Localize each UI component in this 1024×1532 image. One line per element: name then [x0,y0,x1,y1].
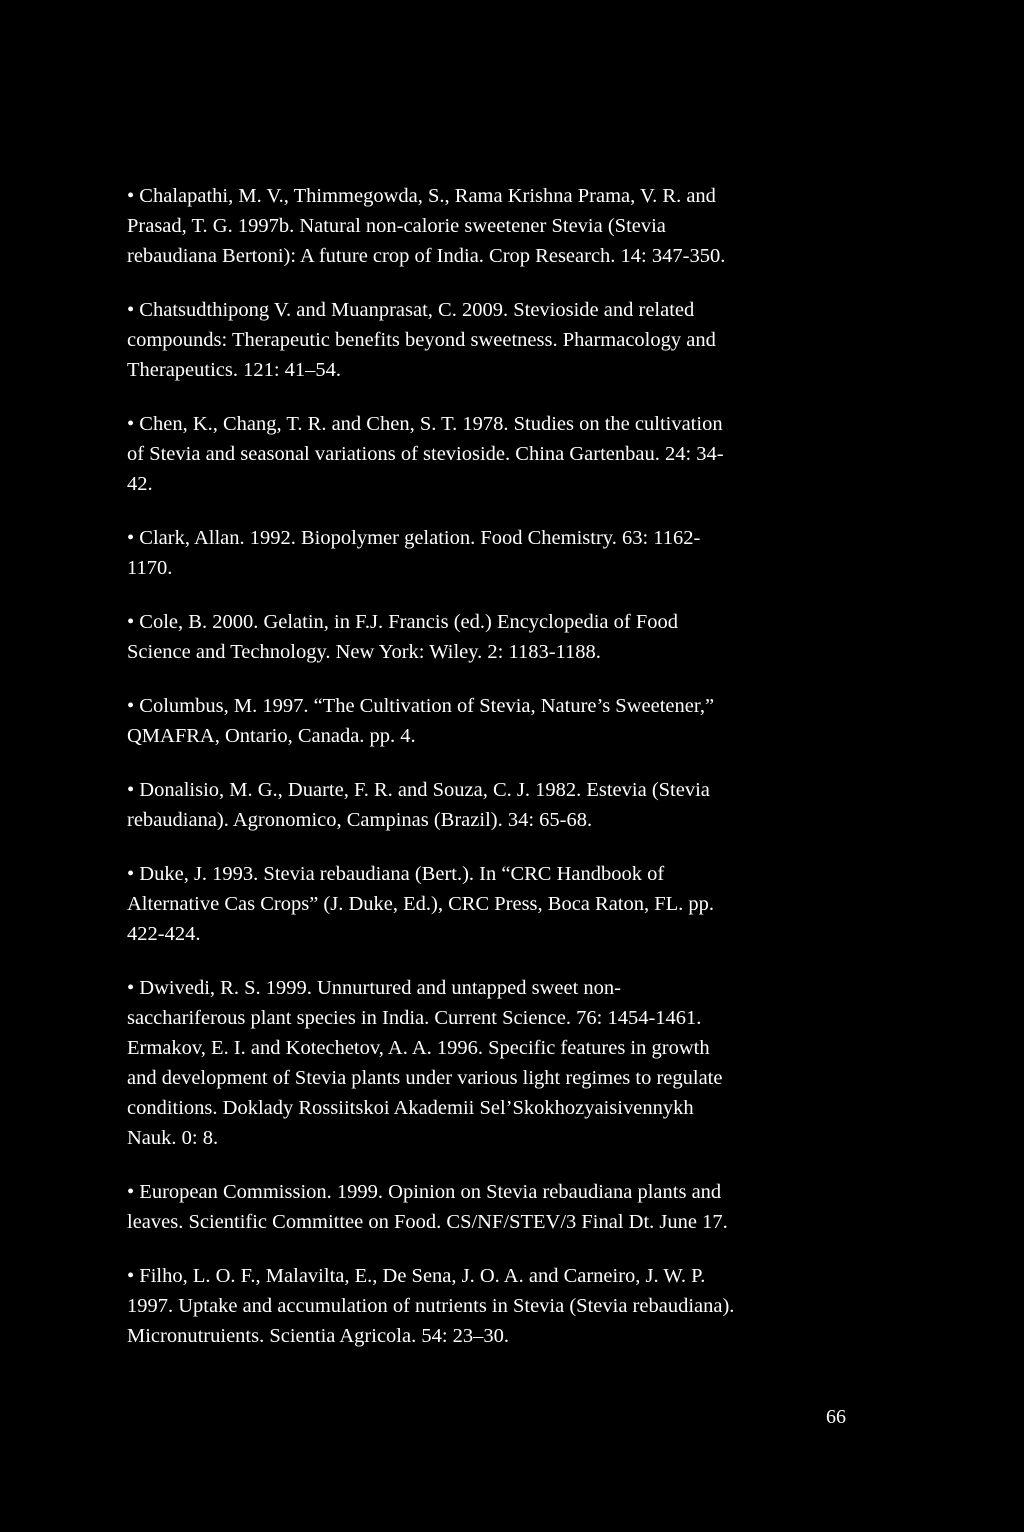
reference-entry: • Duke, J. 1993. Stevia rebaudiana (Bert.). In “CRC Handbook of Alternative Cas Crops” (J. Duke, Ed.), CRC Press, Boca Raton, FL. pp. 422-424. [127,863,715,945]
reference-entry: • Cole, B. 2000. Gelatin, in F.J. Francis (ed.) Encyclopedia of Food Science and Technology. New York: Wiley. 2: 1183-1188. [127,611,678,663]
reference-entry: • Chatsudthipong V. and Muanprasat, C. 2009. Stevioside and related compounds: Therapeutic benefits beyond sweetness. Pharmacology and Therapeutics. 121: 41–54. [127,299,716,381]
page-number: 66 [826,1406,846,1428]
reference-entry: • European Commission. 1999. Opinion on Stevia rebaudiana plants and leaves. Scientific Committee on Food. CS/NF/STEV/3 Final Dt. June 17. [127,1181,728,1233]
reference-entry: • Columbus, M. 1997. “The Cultivation of Stevia, Nature’s Sweetener,” QMAFRA, Ontario, Canada. pp. 4. [127,695,715,747]
reference-entry: • Chalapathi, M. V., Thimmegowda, S., Rama Krishna Prama, V. R. and Prasad, T. G. 1997b. Natural non-calorie sweetener Stevia (Stevia rebaudiana Bertoni): A future crop of India. Crop Research. 14: 347-350. [127,185,726,267]
reference-entry: • Clark, Allan. 1992. Biopolymer gelation. Food Chemistry. 63: 1162- 1170. [127,527,701,579]
reference-entry: • Filho, L. O. F., Malavilta, E., De Sena, J. O. A. and Carneiro, J. W. P. 1997. Uptake and accumulation of nutrients in Stevia (Stevia rebaudiana). Micronutruients. Scientia Agricola. 54: 23–30. [127,1265,735,1347]
reference-entry: • Donalisio, M. G., Duarte, F. R. and Souza, C. J. 1982. Estevia (Stevia rebaudiana). Agronomico, Campinas (Brazil). 34: 65-68. [127,779,710,831]
reference-list [127,181,847,1375]
reference-entry: • Chen, K., Chang, T. R. and Chen, S. T. 1978. Studies on the cultivation of Stevia and seasonal variations of stevioside. China Gartenbau. 24: 34- 42. [127,413,724,495]
reference-entry: • Dwivedi, R. S. 1999. Unnurtured and untapped sweet non- sacchariferous plant species in India. Current Science. 76: 1454-1461. Ermakov, E. I. and Kotechetov, A. A. 1996. Specific features in growth and development of Stevia plants under various light regimes to regulate conditions. Doklady Rossiitskoi Akademii Sel’Skokhozyaisivennykh Nauk. 0: 8. [127,977,723,1149]
